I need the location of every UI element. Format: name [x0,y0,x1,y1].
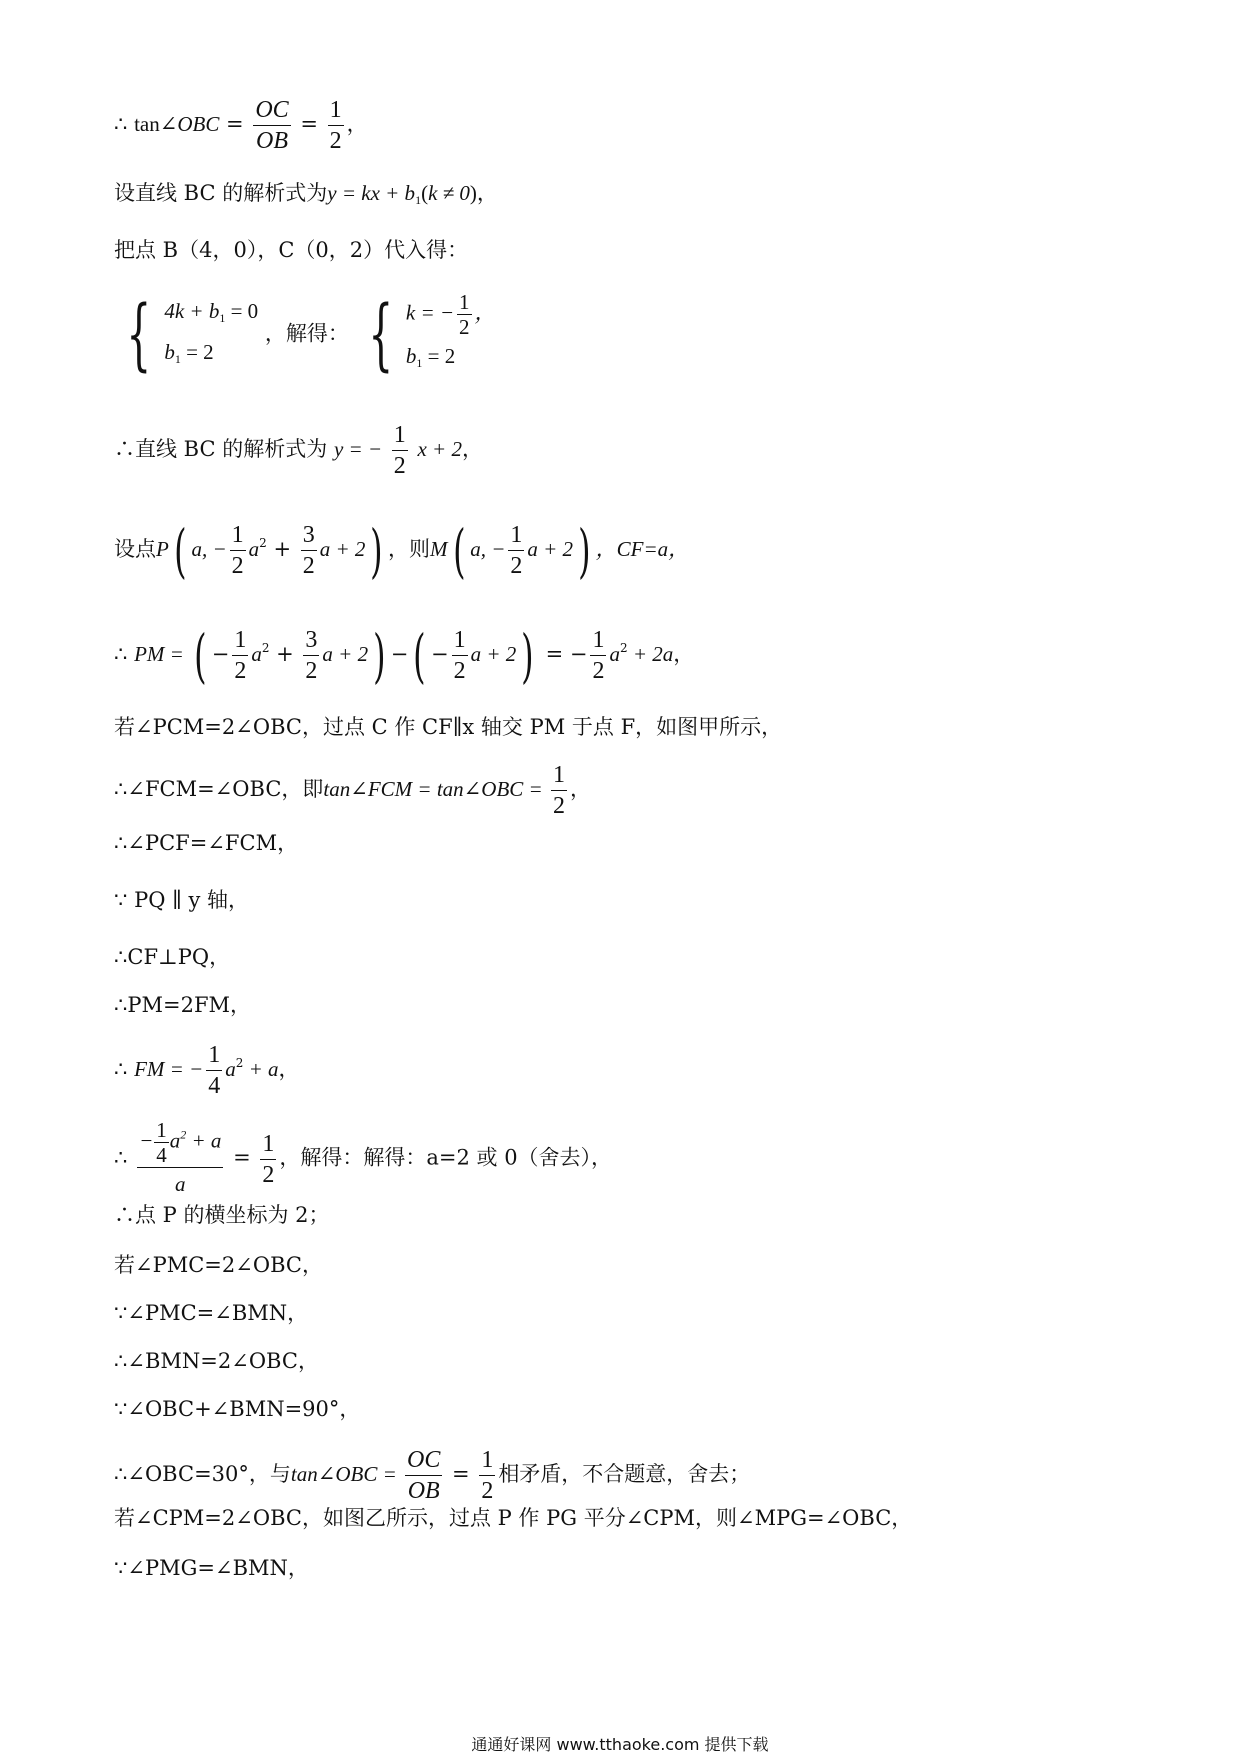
left-brace: { [367,290,393,380]
line-6: 设点P( a, − $\frac{1}{2}$ $a^2$ + $\frac{3}{2}$ a + 2) ，则M( a, − $\frac{1}{2}$ a + 2) ，CF=a， [114,516,690,585]
fraction: $\frac{1}{2}$ [329,97,342,154]
line-23: ∵∠PMG=∠BMN， [114,1556,309,1580]
line-15: ∴ − $\frac{1}{4}$ $a^2 + a$ a = $\frac{1}{2}$ ，解得：解得：a=2 或 0（舍去）， [114,1118,613,1196]
line-5: ∴直线 BC 的解析式为 y = − $\frac{1}{2}$ x + 2， [114,422,483,479]
footer-credit: 通通好课网 www.tthaoke.com 提供下载 [471,1735,769,1754]
therefore-symbol: ∴ [114,112,128,136]
fraction: $\frac{OC}{OB}$ [255,97,289,154]
line-8: 若∠PCM=2∠OBC，过点 C 作 CF∥x 轴交 PM 于点 F，如图甲所示， [114,715,783,739]
line-22: 若∠CPM=2∠OBC，如图乙所示，过点 P 作 PG 平分∠CPM，则∠MPG=∠OBC， [114,1506,913,1530]
equation-system: $4k + b_1 = 0$ $b_1 = 2$ [164,299,259,366]
line-18: ∵∠PMC=∠BMN， [114,1301,309,1325]
line-4: { $4k + b_1 = 0$ $b_1 = 2$ ，解得： { k = − $\frac{1}{2}$ ， $b_1 = 2$ [126,290,496,380]
line-13: ∴PM=2FM， [114,993,252,1017]
line-14: ∴ FM = − $\frac{1}{4}$ $a^2 + a$， [114,1042,300,1099]
line-3: 把点 B（4，0），C（0，2）代入得： [114,238,469,262]
line-10: ∴∠PCF=∠FCM， [114,831,299,855]
line-21: ∴∠OBC=30°，与tan∠OBC = $\frac{OC}{OB}$ = $\frac{1}{2}$ 相矛盾，不合题意，舍去； [114,1447,751,1504]
line-9: ∴∠FCM=∠OBC，即tan∠FCM = tan∠OBC = $\frac{1}{2}$ ， [114,762,591,819]
left-brace: { [126,290,152,380]
line-19: ∴∠BMN=2∠OBC， [114,1349,319,1373]
line-7: ∴ PM = ( − $\frac{1}{2}$ $a^2$ + $\frac{3}{2}$ a + 2) −( − $\frac{1}{2}$ a + 2) = − $\frac{1}{2}$ $a^2 + 2a$， [114,621,695,690]
line-11: ∵ PQ ∥ y 轴， [114,888,249,912]
line-1: ∴ tan∠OBC = $\frac{OC}{OB}$ = $\frac{1}{2}$ ， [114,97,368,154]
solution-system: k = − $\frac{1}{2}$ ， $b_1 = 2$ [405,290,496,370]
line-16: ∴点 P 的横坐标为 2； [114,1203,330,1227]
line-2: 设直线 BC 的解析式为y = kx + $b_1(k \ne 0)$， [114,181,498,207]
line-20: ∵∠OBC+∠BMN=90°， [114,1397,361,1421]
line-17: 若∠PMC=2∠OBC， [114,1253,323,1277]
line-12: ∴CF⊥PQ， [114,945,231,969]
